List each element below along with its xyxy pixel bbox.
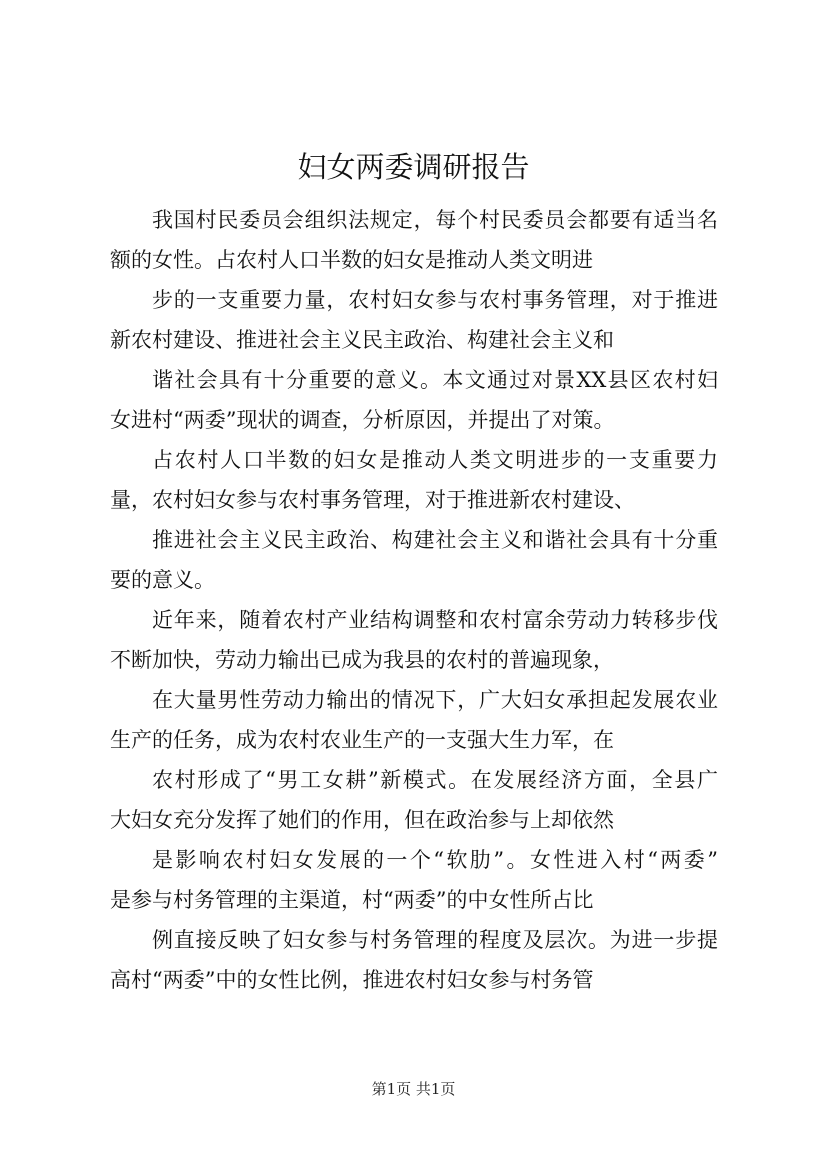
paragraph-line: 新农村建设、推进社会主义民主政治、构建社会主义和 <box>110 328 614 352</box>
document-body <box>110 200 718 1000</box>
paragraph-3 <box>110 360 718 440</box>
paragraph-line: 高村“两委”中的女性比例，推进农村妇女参与村务管 <box>110 968 594 992</box>
paragraph-4 <box>110 440 718 520</box>
paragraph-line: 例直接反映了妇女参与村务管理的程度及层次。为进一步提 <box>152 928 718 952</box>
paragraph-line: 近年来，随着农村产业结构调整和农村富余劳动力转移步伐 <box>152 608 718 632</box>
paragraph-10 <box>110 920 718 1000</box>
paragraph-2 <box>110 280 718 360</box>
paragraph-1 <box>110 200 718 280</box>
paragraph-line: 在大量男性劳动力输出的情况下，广大妇女承担起发展农业 <box>152 688 718 712</box>
paragraph-line: 大妇女充分发挥了她们的作用，但在政治参与上却依然 <box>110 808 614 832</box>
page-number-footer: 第1页 共1页 <box>371 1080 456 1098</box>
paragraph-6 <box>110 600 718 680</box>
paragraph-9 <box>110 840 718 920</box>
paragraph-line: 步的一支重要力量，农村妇女参与农村事务管理，对于推进 <box>152 288 718 312</box>
paragraph-line: 不断加快，劳动力输出已成为我县的农村的普遍现象， <box>110 648 614 672</box>
paragraph-5 <box>110 520 718 600</box>
paragraph-line: 是影响农村妇女发展的一个“软肋”。女性进入村“两委” <box>152 848 718 872</box>
paragraph-line: 生产的任务，成为农村农业生产的一支强大生力军，在 <box>110 728 614 752</box>
paragraph-line: 我国村民委员会组织法规定，每个村民委员会都要有适当名 <box>152 208 718 232</box>
document-title: 妇女两委调研报告 <box>297 150 530 184</box>
paragraph-line: 量，农村妇女参与农村事务管理，对于推进新农村建设、 <box>110 488 635 512</box>
paragraph-line: 占农村人口半数的妇女是推动人类文明进步的一支重要力 <box>152 448 718 472</box>
paragraph-line: 谐社会具有十分重要的意义。本文通过对景XX县区农村妇 <box>152 368 718 392</box>
paragraph-line: 推进社会主义民主政治、构建社会主义和谐社会具有十分重 <box>152 528 718 552</box>
paragraph-7 <box>110 680 718 760</box>
paragraph-line: 要的意义。 <box>110 568 215 592</box>
paragraph-8 <box>110 760 718 840</box>
paragraph-line: 是参与村务管理的主渠道，村“两委”的中女性所占比 <box>110 888 594 912</box>
paragraph-line: 女进村“两委”现状的调查，分析原因，并提出了对策。 <box>110 408 615 432</box>
paragraph-line: 额的女性。占农村人口半数的妇女是推动人类文明进 <box>110 248 593 272</box>
paragraph-line: 农村形成了“男工女耕”新模式。在发展经济方面，全县广 <box>152 768 718 792</box>
